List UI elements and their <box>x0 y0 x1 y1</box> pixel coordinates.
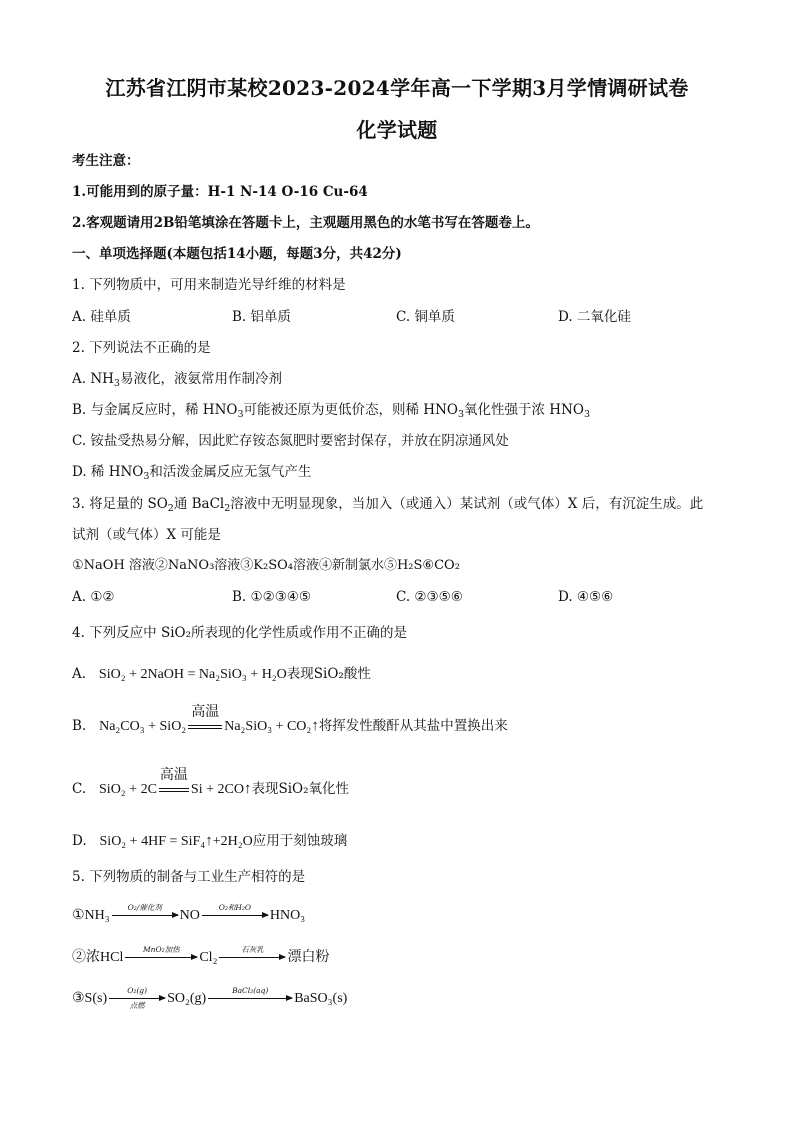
notice-label: 考生注意： <box>72 153 140 169</box>
q3-stem-sub-1: 2 <box>167 503 174 514</box>
q4-d-equation: SiO₂ + 4HF = SiF₄ <box>99 834 206 849</box>
q2-d-text-2: 和活泼金属反应无氢气产生 <box>149 464 312 480</box>
q4-b-condition-sign <box>188 703 222 729</box>
q5-r1-start: ①NH₃ <box>72 908 110 923</box>
q3-stem-text-2: 通 BaCl <box>173 496 225 512</box>
q5-r3-end: BaSO₃(s) <box>294 991 348 1006</box>
q5-route-2 <box>72 945 330 967</box>
q2-d-sub: 3 <box>143 471 150 482</box>
exam-subtitle: 化学试题 <box>356 118 438 142</box>
q4-d-equation-2: +2H₂O <box>212 834 253 849</box>
gas-up-arrow-icon <box>205 834 213 849</box>
q4-c-condition-sign <box>159 766 189 792</box>
q5-stem: 5. 下列物质的制备与工业生产相符的是 <box>72 869 306 885</box>
q1-option-a: A. 硅单质 <box>72 309 131 325</box>
q5-r1-mid: NO <box>179 908 200 923</box>
reaction-arrow-icon <box>109 986 165 1010</box>
q5-r1-arrow-1-label: O₂/催化剂 <box>127 903 162 912</box>
q4-d-text: 应用于刻蚀玻璃 <box>252 833 348 849</box>
q4-option-d <box>72 832 347 851</box>
q5-r2-arrow-1-label: MnO₂加热 <box>143 945 180 954</box>
q5-r1-end: HNO₃ <box>269 908 306 923</box>
reaction-arrow-icon <box>112 903 178 916</box>
q1-option-d: D. 二氧化硅 <box>558 309 631 325</box>
q2-b-sub-1: 3 <box>237 409 244 420</box>
q4-c-text: 表现SiO₂氧化性 <box>251 781 349 797</box>
q3-stem-sub-2: 2 <box>224 503 231 514</box>
q3-stem <box>72 495 703 518</box>
q4-c-condition: 高温 <box>159 766 188 783</box>
gas-up-arrow-icon <box>311 719 319 734</box>
q5-r3-start: ③S(s) <box>72 991 108 1006</box>
notice-item-1: 1.可能用到的原子量：H-1 N-14 O-16 Cu-64 <box>72 184 368 200</box>
q4-option-c <box>72 766 349 799</box>
q3-stem-text: 3. 将足量的 SO <box>72 496 168 512</box>
q3-reagent-list: ①NaOH 溶液②NaNO₃溶液③K₂SO₄溶液④新制氯水⑤H₂S⑥CO₂ <box>72 558 460 573</box>
q3-stem-text-3: 溶液中无明显现象，当加入（或通入）某试剂（或气体）X 后，有沉淀生成。此 <box>230 496 704 512</box>
q4-b-lhs: Na₂CO₃ + SiO₂ <box>99 719 187 734</box>
q2-option-a <box>72 370 282 393</box>
q4-option-b <box>72 703 508 736</box>
q1-stem: 1. 下列物质中，可用来制造光导纤维的材料是 <box>72 277 346 293</box>
q4-d-label: D. <box>72 833 87 849</box>
q4-b-label: B. <box>72 718 87 734</box>
q4-b-condition: 高温 <box>191 703 220 720</box>
q5-r3-arrow-1-label: O₂(g) <box>127 986 148 995</box>
q4-c-lhs: SiO₂ + 2C <box>99 782 157 797</box>
q5-r3-arrow-2-label: BaCl₂(aq) <box>232 986 269 995</box>
q5-r2-mid: Cl₂ <box>199 950 218 965</box>
q5-r3-arrow-1-condition: 点燃 <box>129 1001 145 1010</box>
q2-b-sub-2: 3 <box>457 409 464 420</box>
q2-a-text-2: 易液化，液氨常用作制冷剂 <box>119 371 282 387</box>
q5-route-3 <box>72 986 348 1010</box>
reaction-arrow-icon <box>202 903 268 916</box>
reaction-arrow-icon <box>125 945 197 958</box>
q1-option-c: C. 铜单质 <box>396 309 455 325</box>
q2-b-text-2: 可能被还原为更低价态，则稀 HNO <box>243 402 458 418</box>
q4-c-label: C. <box>72 781 87 797</box>
q4-a-text: 表现SiO₂酸性 <box>286 666 371 682</box>
exam-title: 江苏省江阴市某校2023-2024学年高一下学期3月学情调研试卷 <box>105 76 689 100</box>
q4-c-rhs: Si + 2CO <box>190 782 244 797</box>
section-heading: 一、单项选择题(本题包括14小题，每题3分，共42分) <box>72 246 402 262</box>
q5-r2-start: ②浓HCl <box>72 950 124 965</box>
q4-a-label: A. <box>72 666 87 682</box>
q2-a-sub: 3 <box>113 378 120 389</box>
q4-stem: 4. 下列反应中 SiO₂所表现的化学性质或作用不正确的是 <box>72 625 408 641</box>
q5-r2-end: 漂白粉 <box>287 950 330 965</box>
reaction-arrow-icon <box>208 986 292 999</box>
q3-option-d: D. ④⑤⑥ <box>558 589 614 605</box>
q5-r3-mid: SO₂(g) <box>167 991 207 1006</box>
q2-b-text-3: 氧化性强于浓 HNO <box>464 402 584 418</box>
q4-b-rhs: Na₂SiO₃ + CO₂ <box>224 719 312 734</box>
q3-option-c: C. ②③⑤⑥ <box>396 589 463 605</box>
q5-route-1 <box>72 903 306 925</box>
q4-a-equation: SiO₂ + 2NaOH = Na₂SiO₃ + H₂O <box>98 667 287 682</box>
q2-b-sub-3: 3 <box>583 409 590 420</box>
q3-stem-line-2: 试剂（或气体）X 可能是 <box>72 527 221 543</box>
notice-item-2: 2.客观题请用2B铅笔填涂在答题卡上，主观题用黑色的水笔书写在答题卷上。 <box>72 215 539 231</box>
q1-option-b: B. 铝单质 <box>232 309 292 325</box>
q5-r1-arrow-2-label: O₂和H₂O <box>218 903 252 912</box>
q4-option-a <box>72 665 371 684</box>
q2-option-c: C. 铵盐受热易分解，因此贮存铵态氮肥时要密封保存，并放在阴凉通风处 <box>72 433 509 449</box>
q2-a-text: A. NH <box>72 371 114 387</box>
q2-stem: 2. 下列说法不正确的是 <box>72 340 211 356</box>
q2-d-text: D. 稀 HNO <box>72 464 144 480</box>
q3-option-b: B. ①②③④⑤ <box>232 589 312 605</box>
q2-option-d <box>72 463 311 486</box>
q2-b-text: B. 与金属反应时，稀 HNO <box>72 402 238 418</box>
reaction-arrow-icon <box>219 945 285 958</box>
q2-option-b <box>72 401 590 424</box>
q4-b-text: 将挥发性酸酐从其盐中置换出来 <box>318 718 508 734</box>
q5-r2-arrow-2-label: 石灰乳 <box>241 945 264 954</box>
q3-option-a: A. ①② <box>72 589 115 605</box>
